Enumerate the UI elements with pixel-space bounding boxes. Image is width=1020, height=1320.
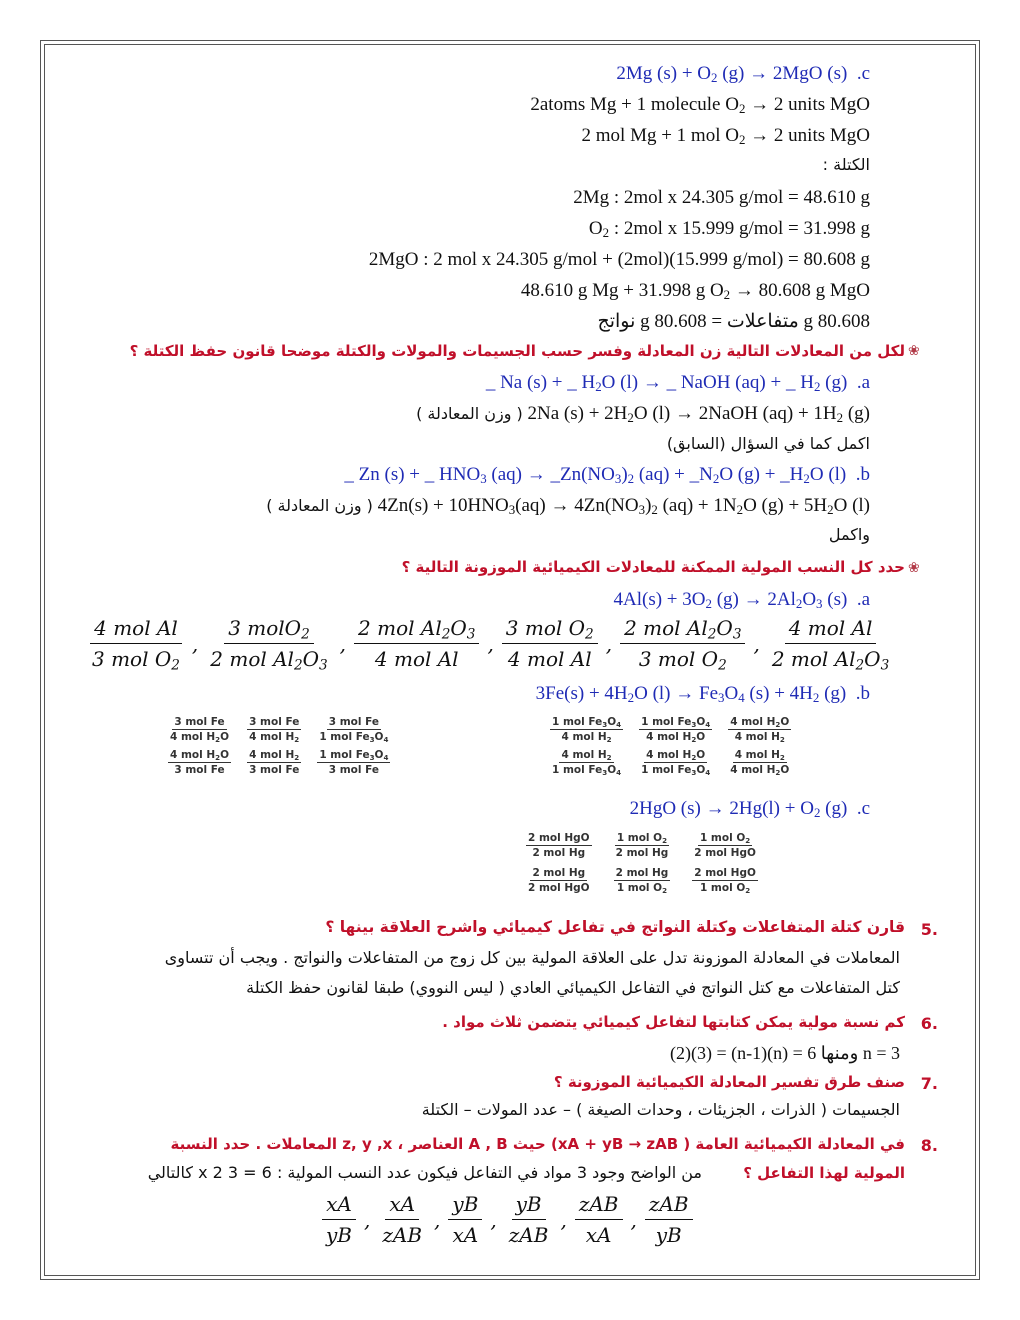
ratio-numerator: 1 mol $Fe_3O_4$ [319, 749, 389, 762]
mole-ratio [354, 616, 479, 671]
ratio-numerator: 2 mol Hg [615, 867, 669, 879]
comma-separator: , [191, 631, 199, 656]
ratio-denominator: xA [585, 1223, 612, 1247]
comma-separator: , [605, 631, 613, 656]
comma-separator: , [753, 631, 760, 656]
q6-question: كم نسبة مولية يمكن كتابتها لتفاعل كيميائي يتضمن ثلاث مواد . [442, 1013, 905, 1031]
mole-ratio [88, 616, 184, 674]
ratio-numerator: 4 mol Al [785, 616, 877, 644]
ratio-denominator: 4 mol $H_2$ [249, 731, 300, 744]
part-label: .b [855, 683, 870, 704]
zn-balanced [266, 493, 870, 519]
mg-equation-text: 2Mg $(s) + O_2$ (g) → 2MgO (s) [616, 63, 848, 86]
balance-question: لكل من المعادلات التالية زن المعادلة وفسر حسب الجسيمات والمولات والكتلة موضحا قانون حفظ الكتلة ؟ [129, 342, 905, 360]
mole-ratio [550, 749, 623, 776]
ratio-numerator: 3 mol $O_2$ [502, 616, 598, 644]
mole-ratio [550, 716, 623, 743]
mole-ratio [247, 749, 301, 776]
q8-ratio-list [322, 1192, 693, 1247]
mole-ratio [728, 749, 791, 776]
ratio-numerator: 1 mol $Fe_3O_4$ [552, 716, 622, 729]
zn-complete: واكمل [828, 525, 870, 544]
q8-question-line2: المولية لهذا التفاعل ؟ [743, 1164, 905, 1182]
q8-question-line1: في المعادلة الكيميائية العامة ( xA + yB → zAB) حيث A , B العناصر ، z, y ,x المعاملات . حدد النسبة [170, 1135, 905, 1153]
ratio-numerator: xA [385, 1192, 419, 1220]
ratio-denominator: 4 mol $H_2$ [561, 731, 612, 744]
ratio-denominator: 4 mol $H_2O$ [730, 764, 790, 777]
mole-ratio [614, 832, 671, 859]
flower-bullet-icon [908, 562, 922, 576]
ratio-denominator: 4 mol $H_2$ [734, 731, 785, 744]
ratio-denominator: yB [326, 1223, 352, 1247]
na-unbalanced-text: _ Na (s) + _ $H_2O$ (l) → _ NaOH (aq) + _ $H_2$ (g) [485, 372, 848, 395]
ratio-numerator: 3 mol Fe [174, 716, 225, 728]
mole-ratio [645, 1192, 693, 1247]
mole-ratio [639, 716, 712, 743]
mole-ratio [768, 616, 893, 674]
mole-ratio [247, 716, 301, 743]
na-balanced-text: 2Na $(s) + 2H_2O$ (l) → 2NaOH $(aq) + 1H_2$ (g) [527, 403, 870, 426]
hgo-equation [630, 796, 870, 822]
ratio-numerator: 4 mol $H_2$ [249, 749, 300, 762]
hgo-ratio-grid [526, 832, 758, 894]
q5-answer-line2: كتل المتفاعلات مع كتل النواتج في التفاعل الكيميائي العادي ( ليس النووي) طبقا لقانون حفظ الكتلة [246, 978, 900, 997]
ratio-numerator: 4 mol $H_2O$ [170, 749, 230, 762]
q5-answer-line1: المعاملات في المعادلة الموزونة تدل على العلاقة المولية بين كل زوج من المتفاعلات والنواتج . ويجب أن تتساوى [164, 948, 900, 967]
part-label: .c [856, 798, 870, 819]
part-label: .b [855, 464, 870, 485]
ratio-denominator: zAB [382, 1223, 423, 1247]
question-number: 8. [920, 1136, 938, 1155]
ratio-denominator: 4 mol $H_2O$ [646, 731, 706, 744]
comma-separator: , [487, 631, 494, 656]
ratio-numerator: xA [322, 1192, 356, 1220]
ratio-denominator: xA [452, 1223, 479, 1247]
mole-ratio [692, 832, 758, 859]
ratio-numerator: 2 mol HgO [694, 867, 756, 879]
ratio-denominator: 3 mol $O_2$ [92, 647, 180, 674]
zn-balanced-text: $4Zn(s) + 10HNO_3(aq) \to 4Zn(NO_3)_2$ $(aq) + 1N_2O$ $(g) + 5H_2O$ (l) [377, 495, 870, 518]
mole-ratio [575, 1192, 623, 1247]
ratio-numerator: yB [512, 1192, 546, 1220]
ratio-denominator: 2 mol $Al_2O_3$ [771, 647, 890, 674]
na-complete: اكمل كما في السؤال (السابق) [666, 434, 870, 453]
ratio-denominator: 3 mol Fe [174, 764, 225, 776]
ratio-denominator: 1 mol $Fe_3O_4$ [641, 764, 711, 777]
mass-sum: 48.610 g Mg + 31.998 g $O_2 \to 80.608$ g MgO [520, 280, 870, 303]
na-unbalanced [486, 370, 870, 396]
mole-ratio [317, 716, 390, 743]
ratio-denominator: 1 mol $O_2$ [699, 882, 751, 895]
comma-separator: , [630, 1207, 637, 1232]
q8-answer: من الواضح وجود 3 مواد في التفاعل فيكون عدد النسب المولية : 6 = 3 x 2 كالتالي [147, 1163, 702, 1182]
al-equation [614, 587, 871, 613]
fe-ratio-grid-left [168, 716, 390, 776]
mole-ratio [317, 749, 390, 776]
ratio-numerator: 4 mol $H_2$ [561, 749, 612, 762]
ratio-denominator: 2 mol $Al_2O_3$ [210, 647, 328, 674]
atoms-line: 2atoms Mg + 1 molecule $O_2 \to 2$ units MgO [530, 94, 870, 117]
al-equation-text: $4Al(s) + 3O_2$ $(g) \to 2Al_2O_3$ (s) [613, 589, 848, 612]
mole-ratio [168, 749, 231, 776]
fe-ratio-grid-right [550, 716, 791, 776]
part-label: .c [856, 63, 870, 84]
ratio-denominator: 2 mol HgO [694, 847, 756, 859]
mg-mass: 2Mg : 2mol x 24.305 g/mol = 48.610 g [573, 187, 870, 208]
mole-ratio [692, 867, 758, 894]
ratio-numerator: 1 mol $O_2$ [616, 832, 668, 845]
mole-ratio [322, 1192, 356, 1247]
ratio-denominator: zAB [508, 1223, 549, 1247]
mole-ratio [639, 749, 712, 776]
comma-separator: , [434, 1207, 441, 1232]
part-label: .a [856, 589, 870, 610]
fe-equation [536, 681, 870, 707]
ratio-numerator: 2 mol $Al_2O_3$ [620, 616, 745, 644]
comma-separator: , [339, 631, 347, 656]
mass-conservation: 80.608 g متفاعلات = 80.608 g نواتج [597, 311, 870, 332]
mole-ratio [620, 616, 745, 674]
ratio-numerator: 3 mol Fe [328, 716, 380, 728]
balance-note: ( وزن المعادلة ) [266, 496, 373, 515]
comma-separator: , [364, 1207, 371, 1232]
q6-answer: n = 3 ومنها 6 = (n)(n-1) = (3)(2) [670, 1043, 900, 1063]
moles-line: 2 mol Mg + 1 mol $O_2 \to 2$ units MgO [581, 125, 870, 148]
mole-ratio [502, 616, 598, 671]
ratio-denominator: 3 mol Fe [249, 764, 300, 776]
zn-unbalanced [344, 462, 870, 488]
ratio-numerator: 2 mol HgO [528, 832, 590, 844]
zn-unbalanced-text: _ Zn (s) + _ $HNO_3$ $(aq) \to \_Zn(NO_3)_2$ $(aq) + \_N_2O$ $(g) + \_H_2O$ (l) [344, 464, 847, 487]
mole-ratio [206, 616, 331, 674]
balance-note: ( وزن المعادلة ) [416, 404, 523, 423]
mg-equation [616, 61, 870, 87]
ratio-denominator: 4 mol Al [374, 647, 459, 671]
q5-question: قارن كتلة المتفاعلات وكتلة النواتج في تفاعل كيميائي واشرح العلاقة بينها ؟ [325, 918, 905, 936]
ratio-denominator: 4 mol Al [507, 647, 592, 671]
comma-separator: , [560, 1207, 567, 1232]
comma-separator: , [490, 1207, 497, 1232]
ratio-numerator: 2 mol $Al_2O_3$ [354, 616, 479, 644]
ratio-numerator: 4 mol $H_2O$ [646, 749, 706, 762]
question-number: 7. [920, 1074, 938, 1093]
ratio-denominator: 1 mol $Fe_3O_4$ [552, 764, 622, 777]
mole-ratio [448, 1192, 482, 1247]
mass-title: الكتلة : [822, 155, 870, 174]
na-balanced [416, 401, 870, 427]
question-number: 5. [920, 920, 938, 939]
ratio-numerator: zAB [575, 1192, 623, 1220]
mole-ratio [168, 716, 231, 743]
o2-mass: $O_2$ : 2mol x 15.999 g/mol = 31.998 g [588, 218, 870, 241]
ratio-numerator: 1 mol $Fe_3O_4$ [641, 716, 711, 729]
q7-answer: الجسيمات ( الذرات ، الجزيئات ، وحدات الصيغة ) – عدد المولات – الكتلة [421, 1100, 900, 1119]
al-ratio-list [88, 616, 893, 674]
ratio-denominator: 1 mol $O_2$ [616, 882, 668, 895]
ratio-numerator: yB [448, 1192, 482, 1220]
mole-ratio [378, 1192, 426, 1247]
fe-equation-text: $3Fe(s) + 4H_2O$ $(l) \to Fe_3O_4$ $(s) + 4H_2$ (g) [535, 683, 847, 706]
ratio-denominator: 3 mol Fe [328, 764, 380, 776]
ratio-numerator: 4 mol $H_2$ [734, 749, 785, 762]
mole-ratio [728, 716, 791, 743]
ratio-denominator: 2 mol HgO [528, 882, 590, 894]
ratio-numerator: 4 mol $H_2O$ [730, 716, 790, 729]
ratio-denominator: 4 mol $H_2O$ [170, 731, 230, 744]
ratio-numerator: 2 mol Hg [532, 867, 586, 879]
ratio-denominator: yB [655, 1223, 682, 1247]
mole-ratio [614, 867, 671, 894]
ratio-denominator: 2 mol Hg [532, 847, 586, 859]
ratio-denominator: 1 mol $Fe_3O_4$ [319, 731, 389, 744]
q7-question: صنف طرق تفسير المعادلة الكيميائية الموزونة ؟ [553, 1073, 905, 1091]
ratio-numerator: 3 molO$_2$ [224, 616, 314, 644]
part-label: .a [856, 372, 870, 393]
ratio-denominator: 3 mol $O_2$ [638, 647, 727, 674]
mole-ratio [526, 867, 592, 894]
ratio-question: حدد كل النسب المولية الممكنة للمعادلات الكيميائية الموزونة التالية ؟ [401, 558, 905, 576]
question-number: 6. [920, 1014, 938, 1033]
ratio-denominator: 2 mol Hg [615, 847, 669, 859]
mole-ratio [505, 1192, 553, 1247]
ratio-numerator: 3 mol Fe [249, 716, 300, 728]
hgo-equation-text: 2HgO $(s) \to 2Hg(l) + O_2$ (g) [629, 798, 848, 821]
ratio-numerator: 1 mol $O_2$ [699, 832, 751, 845]
ratio-numerator: 4 mol Al [90, 616, 182, 644]
mole-ratio [526, 832, 592, 859]
mgo-mass: 2MgO : 2 mol x 24.305 g/mol + (2mol)(15.999 g/mol) = 80.608 g [368, 249, 870, 270]
ratio-numerator: zAB [645, 1192, 693, 1220]
flower-bullet-icon [908, 345, 922, 359]
